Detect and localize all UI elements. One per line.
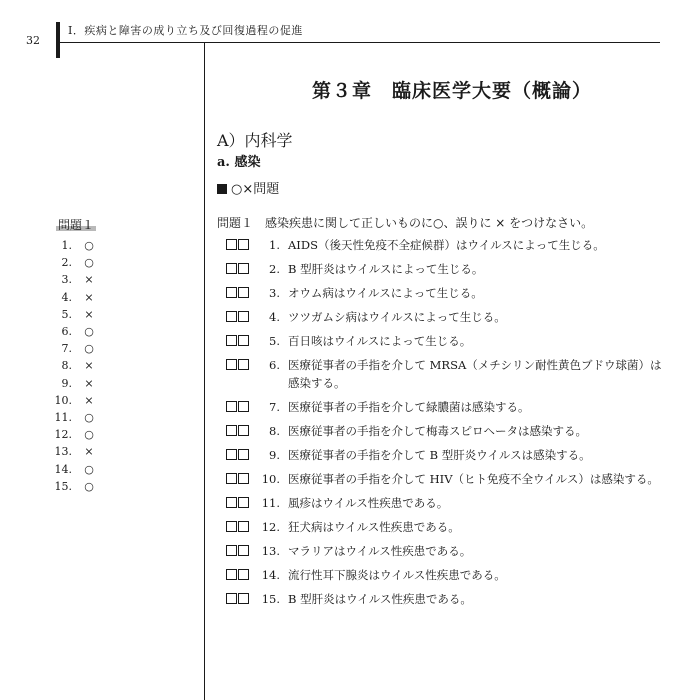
answer-item <box>50 461 96 478</box>
answer-mark: ○ <box>84 479 94 493</box>
checkbox-first[interactable] <box>226 425 237 436</box>
black-square-icon <box>217 184 227 194</box>
checkbox-first[interactable] <box>226 359 237 370</box>
answer-mark: × <box>84 290 94 304</box>
answer-item <box>50 478 96 495</box>
answer-item <box>50 340 96 357</box>
checkbox-first[interactable] <box>226 545 237 556</box>
item-text: オウム病はウイルスによって生じる。 <box>288 286 483 300</box>
answer-item <box>50 237 96 254</box>
answer-item <box>50 426 96 443</box>
item-number: 15. <box>261 592 280 606</box>
checkbox-pair <box>226 566 258 580</box>
answer-mark: ○ <box>84 256 94 270</box>
answer-mark: × <box>84 307 94 321</box>
item-text: B 型肝炎はウイルス性疾患である。 <box>288 592 472 606</box>
checkbox-second[interactable] <box>238 473 249 484</box>
answer-item <box>50 306 96 323</box>
question-title <box>217 214 593 231</box>
answer-number: 5. <box>61 307 72 321</box>
answer-number: 3. <box>61 273 72 287</box>
item-text: 医療従事者の手指を介して MRSA（メチシリン耐性黄色ブドウ球菌）は感染する。 <box>288 358 662 390</box>
answer-number: 12. <box>54 428 72 442</box>
item-number: 9. <box>269 448 280 462</box>
checkbox-pair <box>226 446 258 460</box>
question-number: 問題１ <box>217 216 254 230</box>
question-item <box>226 518 666 536</box>
checkbox-second[interactable] <box>238 263 249 274</box>
checkbox-second[interactable] <box>238 593 249 604</box>
checkbox-pair <box>226 356 258 370</box>
question-item <box>226 566 666 584</box>
checkbox-second[interactable] <box>238 335 249 346</box>
answer-mark: ○ <box>84 325 94 339</box>
question-item <box>226 260 666 278</box>
checkbox-first[interactable] <box>226 473 237 484</box>
answer-mark: ○ <box>84 462 94 476</box>
checkbox-second[interactable] <box>238 425 249 436</box>
answer-number: 4. <box>61 290 72 304</box>
checkbox-second[interactable] <box>238 359 249 370</box>
section-heading: A）内科学 <box>217 131 293 150</box>
running-head: Ⅰ．疾病と障害の成り立ち及び回復過程の促進 <box>68 24 303 37</box>
checkbox-first[interactable] <box>226 311 237 322</box>
answer-mark: ○ <box>84 428 94 442</box>
checkbox-second[interactable] <box>238 497 249 508</box>
checkbox-pair <box>226 470 258 484</box>
checkbox-second[interactable] <box>238 311 249 322</box>
item-text: 百日咳はウイルスによって生じる。 <box>288 334 472 348</box>
question-item <box>226 542 666 560</box>
question-item <box>226 446 666 464</box>
answer-number: 1. <box>61 239 72 252</box>
item-text: 医療従事者の手指を介して緑膿菌は感染する。 <box>288 400 530 414</box>
checkbox-second[interactable] <box>238 287 249 298</box>
checkbox-pair <box>226 308 258 322</box>
answer-mark: ○ <box>84 342 94 356</box>
item-text: 医療従事者の手指を介して梅毒スピロヘータは感染する。 <box>288 424 587 438</box>
item-number: 10. <box>261 472 280 486</box>
answer-item <box>50 409 96 426</box>
answer-mark: ○ <box>84 411 94 425</box>
answer-item <box>50 323 96 340</box>
answer-mark: ○ <box>84 239 94 252</box>
checkbox-pair <box>226 590 258 604</box>
checkbox-first[interactable] <box>226 401 237 412</box>
item-number: 2. <box>269 262 280 276</box>
answer-number: 6. <box>61 325 72 339</box>
item-text: 医療従事者の手指を介して B 型肝炎ウイルスは感染する。 <box>288 448 591 462</box>
answer-number: 11. <box>54 411 72 425</box>
answer-number: 15. <box>54 479 72 493</box>
answer-mark: × <box>84 445 94 459</box>
answer-label <box>58 216 94 233</box>
answer-number: 10. <box>54 393 72 407</box>
answer-mark: × <box>84 273 94 287</box>
checkbox-pair <box>226 332 258 346</box>
item-number: 4. <box>269 310 280 324</box>
checkbox-second[interactable] <box>238 239 249 250</box>
answer-number: 13. <box>54 445 72 459</box>
answer-number: 2. <box>61 256 72 270</box>
question-item <box>226 236 666 254</box>
item-number: 12. <box>261 520 280 534</box>
answer-number: 8. <box>61 359 72 373</box>
checkbox-first[interactable] <box>226 593 237 604</box>
question-items <box>226 236 666 614</box>
checkbox-pair <box>226 422 258 436</box>
subsection-heading: a. 感染 <box>217 155 261 170</box>
item-text: 流行性耳下腺炎はウイルス性疾患である。 <box>288 568 506 582</box>
item-text: AIDS（後天性免疫不全症候群）はウイルスによって生じる。 <box>288 238 605 252</box>
question-prompt: 感染疾患に関して正しいものに○、誤りに × をつけなさい。 <box>265 216 594 230</box>
checkbox-first[interactable] <box>226 239 237 250</box>
item-text: 狂犬病はウイルス性疾患である。 <box>288 520 460 534</box>
item-number: 6. <box>269 358 280 372</box>
item-text: 風疹はウイルス性疾患である。 <box>288 496 449 510</box>
chapter-title: 第３章 臨床医学大要（概論） <box>312 80 593 102</box>
answer-list <box>50 237 96 495</box>
checkbox-first[interactable] <box>226 287 237 298</box>
answer-label-text: 問題１ <box>58 218 95 232</box>
checkbox-first[interactable] <box>226 263 237 274</box>
answer-mark: × <box>84 359 94 373</box>
exercise-heading-label: ○×問題 <box>231 182 280 197</box>
header-bar <box>56 22 60 58</box>
checkbox-second[interactable] <box>238 545 249 556</box>
checkbox-pair <box>226 284 258 298</box>
item-text: 医療従事者の手指を介して HIV（ヒト免疫不全ウイルス）は感染する。 <box>288 472 659 486</box>
checkbox-pair <box>226 542 258 556</box>
item-text: B 型肝炎はウイルスによって生じる。 <box>288 262 484 276</box>
question-item <box>226 494 666 512</box>
question-item <box>226 356 666 392</box>
exercise-heading <box>217 178 279 197</box>
question-item <box>226 422 666 440</box>
answer-number: 7. <box>61 342 72 356</box>
checkbox-first[interactable] <box>226 521 237 532</box>
question-item <box>226 398 666 416</box>
item-number: 7. <box>269 400 280 414</box>
question-item <box>226 470 666 488</box>
page-number: 32 <box>26 34 40 47</box>
checkbox-pair <box>226 494 258 508</box>
checkbox-pair <box>226 518 258 532</box>
answer-item <box>50 375 96 392</box>
answer-mark: × <box>84 376 94 390</box>
checkbox-first[interactable] <box>226 449 237 460</box>
item-number: 14. <box>261 568 280 582</box>
item-number: 11. <box>261 496 280 510</box>
answer-item <box>50 289 96 306</box>
question-item <box>226 284 666 302</box>
checkbox-first[interactable] <box>226 335 237 346</box>
item-number: 8. <box>269 424 280 438</box>
item-text: ツツガムシ病はウイルスによって生じる。 <box>288 310 506 324</box>
item-text: マラリアはウイルス性疾患である。 <box>288 544 472 558</box>
answer-number: 9. <box>61 376 72 390</box>
checkbox-second[interactable] <box>238 449 249 460</box>
checkbox-first[interactable] <box>226 569 237 580</box>
answer-item <box>50 271 96 288</box>
answer-item <box>50 357 96 374</box>
column-rule <box>204 42 205 700</box>
answer-item <box>50 392 96 409</box>
item-number: 5. <box>269 334 280 348</box>
answer-number: 14. <box>54 462 72 476</box>
checkbox-first[interactable] <box>226 497 237 508</box>
checkbox-pair <box>226 260 258 274</box>
item-number: 13. <box>261 544 280 558</box>
header-rule <box>60 42 660 43</box>
answer-mark: × <box>84 393 94 407</box>
question-item <box>226 590 666 608</box>
checkbox-pair <box>226 398 258 412</box>
question-item <box>226 332 666 350</box>
item-number: 1. <box>269 238 280 252</box>
checkbox-second[interactable] <box>238 521 249 532</box>
checkbox-second[interactable] <box>238 569 249 580</box>
question-item <box>226 308 666 326</box>
checkbox-second[interactable] <box>238 401 249 412</box>
answer-item <box>50 443 96 460</box>
answer-item <box>50 254 96 271</box>
checkbox-pair <box>226 236 258 250</box>
item-number: 3. <box>269 286 280 300</box>
